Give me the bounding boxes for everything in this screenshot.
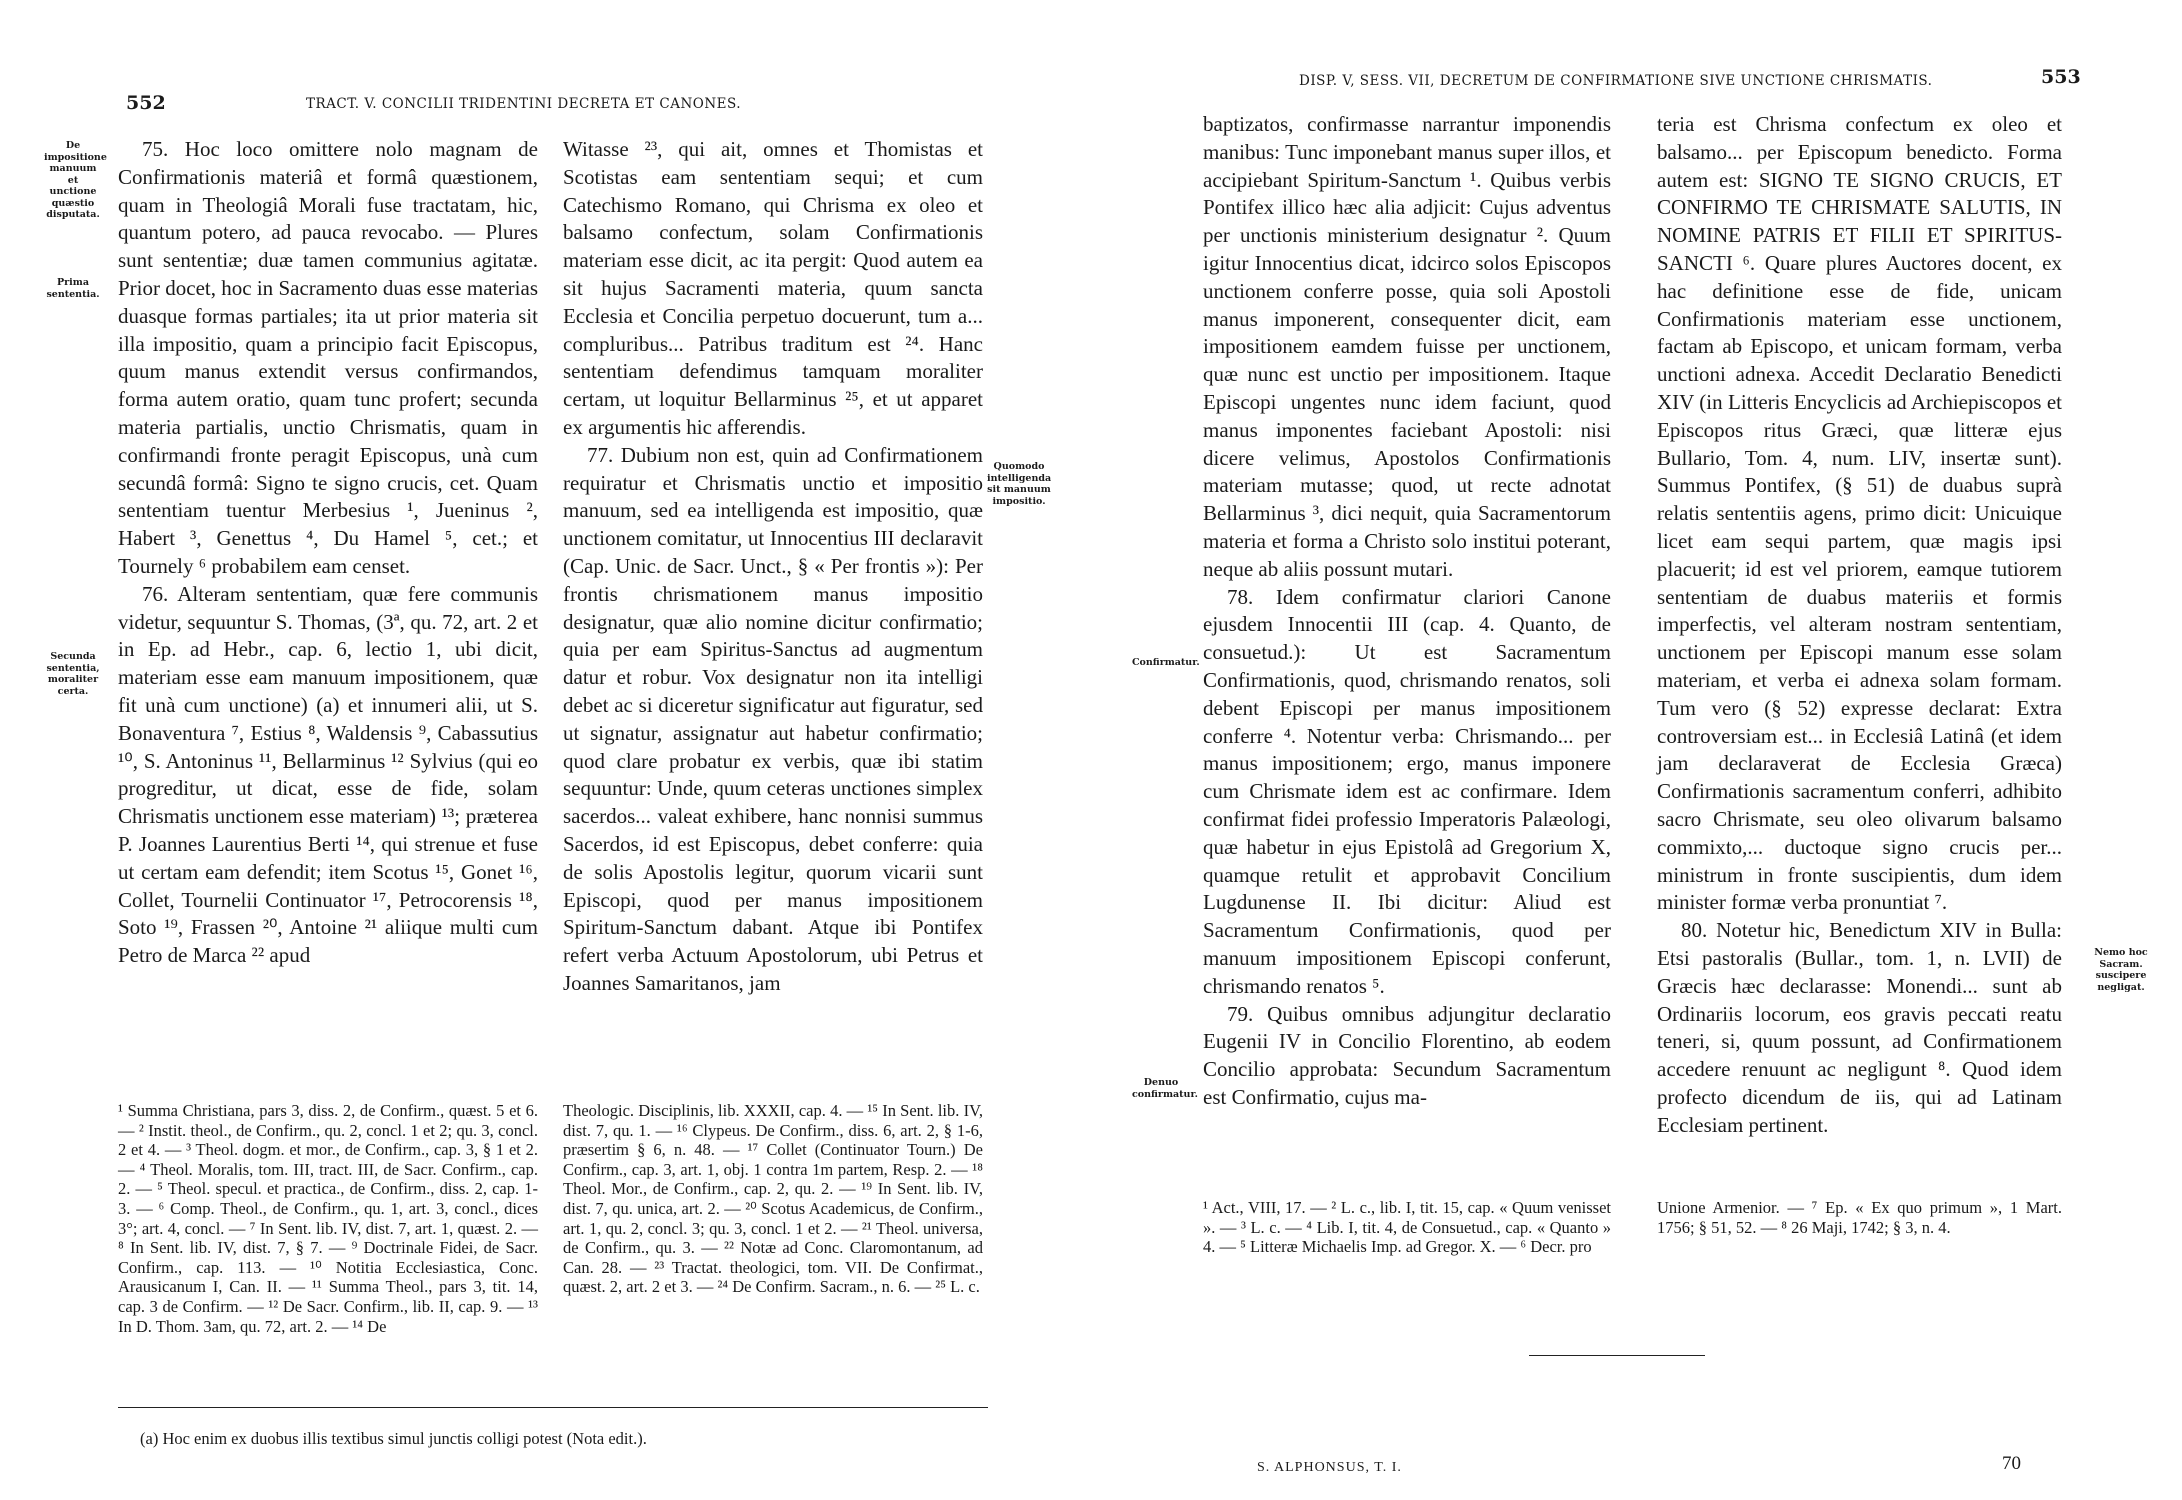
text-column-1 [1203,111,1611,1112]
divider [1529,1355,1705,1356]
paragraph-continued: teria est Chrisma confectum ex oleo et balsamo... per Episcopum benedicto. Forma autem est: SIGNO TE SIGNO CRUCIS, ET CONFIRMO TE CHRISMATE SALUTIS, IN NOMINE PATRIS ET FILII ET SPIRITUS-SANCTI ⁶. Quare plures Auctores docent, ex hac definitione esse de fide, unicam Confirmationis materiam esse unctionem, factam ab Episcopo, et unicam formam, verba unctioni adnexa. Accedit Declaratio Benedicti XIV (in Litteris Encyclicis ad Archiepiscopos et Episcopos ritus Græci, quæ litteræ ejus Bullario, Tom. 4, num. LIV, insertæ sunt). Summus Pontifex, (§ 51) de duabus suprà relatis sententiis agens, primo dicit: Unicuique licet eam sequi partem, quæ magis ipsi placuerit; id est vel priorem, eamque tutiorem sententiam de duabus materiis et formis imperfectis, vel alteram nostram sententiam, unctionem per Episcopi manum esse solam materiam, et verba ei adnexa solam formam. Tum vero (§ 52) expresse declarat: Extra controversiam est... in Ecclesiâ Latinâ (et idem jam declaraverat de Ecclesia Græca) Confirmationis sacramentum conferri, adhibito sacro Chrismate, seu oleo olivarum balsamo commixto,... ductoque signo crucis per... ministrum in fronte suscipientis, dum idem minister formæ verba pronuntiat ⁷. [1657,112,2062,915]
margin-note: Confirmatur. [1132,657,1200,668]
page-number: 552 [126,92,166,114]
paragraph-80: 80. Notetur hic, Benedictum XIV in Bulla: Etsi pastoralis (Bullar., tom. 1, n. LVII) de Græcis hæc declarasse: Monendi... sunt ab Ordinariis locorum, eos gravis peccati reatu teneri, si, quum possunt, ad Confirmationem accedere renuunt ac negligunt ⁸. Quod idem profecto dicendum de iis, qui ad Latinam Ecclesiam pertinent. [1657,918,2062,1137]
paragraph-75: 75. Hoc loco omittere nolo magnam de Confirmationis materiâ et formâ quæstionem, quam in Theologiâ Morali fuse tractatam, hic, quantum potero, ad pauca revocabo. — Plures sunt sententiæ; duæ tamen communius agitatæ. Prior docet, hoc in Sacramento duas esse materias duasque formas partiales; ita ut prior materia sit illa impositio, quam a principio facit Episcopus, quum manus extendit versus confirmandos, forma autem oratio, quam tunc profert; secunda materia partialis, unctio Chrismatis, quam in confirmandi fronte peragit Episcopus, unà cum secundâ formâ: Signo te signo crucis, cet. Quam sententiam tuentur Merbesius ¹, Jueninus ², Habert ³, Genettus ⁴, Du Hamel ⁵, cet.; et Tournely ⁶ probabilem eam censet. [118,137,538,578]
printer-signature: S. ALPHONSUS, T. I. [1257,1460,1402,1475]
footnote-divider [118,1407,988,1408]
margin-note: Denuo confirmatur. [1132,1077,1198,1100]
margin-note: Quomodo intelligenda sit manuum impositio. [987,461,1052,507]
paragraph-continued: Witasse ²³, qui ait, omnes et Thomistas et Scotistas eam sententiam sequi; et cum Catechismo Romano, qui Chrisma ex oleo et balsamo confectum, solam Confirmationis materiam esse dicit, ac ita pergit: Quod autem ea sit hujus Sacramenti materia, quum sancta Ecclesia et Concilia perpetuo docuerunt, tum a... compluribus... Patribus traditum est ²⁴. Hanc sententiam defendimus tamquam moraliter certam, ut loquitur Bellarminus ²⁵, et ut apparet ex argumentis hic afferendis. [563,137,983,439]
paragraph-78: 78. Idem confirmatur clariori Canone ejusdem Innocentii III (cap. 4. Quanto, de consuetud.): Ut est Sacramentum Confirmationis, quod, chrismando renatos, soli debent Episcopi per manus impositionem conferre ⁴. Notentur verba: Chrismando... per manus impositionem; ergo, manus imponere cum Chrismate idem est ac confirmare. Idem confirmat fidei professio Imperatoris Palæologi, quæ habetur in ejus Epistolâ ad Gregorium X, quamque retulit et approbavit Concilium Lugdunense II. Ibi dicitur: Aliud est Sacramentum Confirmationis, quod per manuum impositionem Episcopi conferunt, chrismando renatos ⁵. [1203,584,1611,998]
running-head: TRACT. V. CONCILII TRIDENTINI DECRETA ET CANONES. [306,96,742,112]
footnotes-column-2: Theologic. Disciplinis, lib. XXXII, cap. 4. — ¹⁵ In Sent. lib. IV, dist. 7, qu. 1. — ¹⁶ Clypeus. De Confirm., diss. 6, art. 2, § 1-6, præsertim § 6, n. 48. — ¹⁷ Collet (Continuator Tourn.) De Confirm., cap. 3, art. 1, obj. 1 contra 1m partem, Resp. 2. — ¹⁸ Theol. Mor., de Confirm., cap. 2, qu. 2. — ¹⁹ In Sent. lib. IV, dist. 7, qu. unica, art. 2. — ²⁰ Scotus Academicus, de Confirm., art. 1, qu. 2, concl. 3; qu. 3, concl. 1 et 2. — ²¹ Theol. universa, de Confirm., qu. 3. — ²² Notæ ad Conc. Claromontanum, ad Can. 28. — ²³ Tractat. theologici, tom. VII. De Confirmat., quæst. 2, art. 2 et 3. — ²⁴ De Confirm. Sacram., n. 6. — ²⁵ L. c. [563,1101,983,1297]
paragraph-79: 79. Quibus omnibus adjungitur declaratio Eugenii IV in Concilio Florentino, ab eodem Concilio approbata: Secundum Sacramentum est Confirmatio, cujus ma- [1203,1001,1611,1109]
paragraph-continued: baptizatos, confirmasse narrantur imponendis manibus: Tunc imponebant manus super illos, et accipiebant Spiritum-Sanctum ¹. Quibus verbis Pontifex illico hæc alia adjicit: Cujus adventus per unctionis ministerium designatur ². Quum igitur Innocentius dicat, idcirco solos Episcopos unctionem conferre posse, quia soli Apostoli manus imponerent, consequenter dicit, eam impositionem eamdem fuisse per unctionem, quæ nunc est unctio per impositionem. Itaque Episcopi ungentes nunc idem faciunt, quod manus imponentes faciebant Apostoli: nisi dicere velimus, Apostolos Confirmationis materiam mutasse; quod, ut recte adnotat Bellarminus ³, dici nequit, quia Sacramentorum materia et forma a Christo solo institui poterant, neque ab aliis possunt mutari. [1203,112,1611,581]
text-column-2 [563,136,983,998]
margin-note: Nemo hoc Sacram. suscipere negligat. [2094,947,2148,993]
paragraph-77: 77. Dubium non est, quin ad Confirmationem requiratur et Chrismatis unctio et impositio manuum, sed ea intelligenda est impositio, quæ unctionem comitatur, ut Innocentius III declaravit (Cap. Unic. de Sacr. Unct., § « Per frontis »): Per frontis chrismationem manus impositio designatur, quæ alio nomine dicitur confirmatio; quia per eam Spiritus-Sanctus ad augmentum datur et robur. Vox designatur non ita intelligi debet ac si diceretur significatur aut figuratur, sed ut signatur, assignatur aut habetur confirmatio; quod clare probatur ex verbis, quæ ibi statim sequuntur: Unde, quum ceteras unctiones simplex sacerdos... valeat exhibere, hanc nonnisi summus Sacerdos, id est Episcopus, debet conferre: quia de solis Apostolis legitur, quorum vicarii sunt Episcopi, quod per manus impositionem Spiritum-Sanctum dabant. Atque ibi Pontifex refert verba Actuum Apostolorum, ubi Petrus et Joannes Samaritanos, jam [563,442,983,995]
text-column-1 [118,136,538,970]
margin-note: Prima sententia. [46,277,100,300]
footnotes-column-2: Unione Armenior. — ⁷ Ep. « Ex quo primum », 1 Mart. 1756; § 51, 52. — ⁸ 26 Maji, 1742; § 3, n. 4. [1657,1198,2062,1237]
running-head: DISP. V, SESS. VII, DECRETUM DE CONFIRMATIONE SIVE UNCTIONE CHRISMATIS. [1299,73,1933,89]
margin-note: De impositione manuum et unctione quæstio disputata. [44,140,107,220]
paragraph-76: 76. Alteram sententiam, quæ fere communis videtur, sequuntur S. Thomas, (3ª, qu. 72, art. 2 et in Ep. ad Hebr., cap. 6, lectio 1, ubi dicit, materiam esse eam manuum impositionem, quæ fit unà cum unctione) (a) et innumeri alii, ut S. Bonaventura ⁷, Estius ⁸, Waldensis ⁹, Cabassutius ¹⁰, S. Antoninus ¹¹, Bellarminus ¹² Sylvius (qui eo progreditur, ut dicat, esse de fide, solam Chrismatis unctionem esse materiam) ¹³; præterea P. Joannes Laurentius Berti ¹⁴, qui strenue et fuse ut certam eam defendit; item Scotus ¹⁵, Gonet ¹⁶, Collet, Tournelii Continuator ¹⁷, Petrocorensis ¹⁸, Soto ¹⁹, Frassen ²⁰, Antoine ²¹ aliique multi cum Petro de Marca ²² apud [118,581,538,968]
right-page [1091,0,2182,1500]
sheet-number: 70 [2002,1453,2021,1474]
margin-note: Secunda sententia, moraliter certa. [46,651,100,697]
footnotes-column-1: ¹ Act., VIII, 17. — ² L. c., lib. I, tit. 15, cap. « Quum venisset ». — ³ L. c. — ⁴ Lib. I, tit. 4, de Consuetud., cap. « Quanto » 4. — ⁵ Litteræ Michaelis Imp. ad Gregor. X. — ⁶ Decr. pro [1203,1198,1611,1257]
editor-note: (a) Hoc enim ex duobus illis textibus simul junctis colligi potest (Nota edit.). [140,1429,647,1448]
text-column-2 [1657,111,2062,1139]
footnotes-column-1: ¹ Summa Christiana, pars 3, diss. 2, de Confirm., quæst. 5 et 6. — ² Instit. theol., de Confirm., qu. 2, concl. 1 et 2; qu. 3, concl. 2 et 4. — ³ Theol. dogm. et mor., de Confirm., cap. 3, § 1 et 2. — ⁴ Theol. Moralis, tom. III, tract. III, de Sacr. Confirm., cap. 2. — ⁵ Theol. specul. et practica., de Confirm., diss. 2, cap. 1-3. — ⁶ Comp. Theol., de Confirm., qu. 1, art. 3, concl., dices 3°; art. 4, concl. — ⁷ In Sent. lib. IV, dist. 7, art. 1, quæst. 2. — ⁸ In Sent. lib. IV, dist. 7, § 7. — ⁹ Doctrinale Fidei, de Sacr. Confirm., cap. 113. — ¹⁰ Notitia Ecclesiastica, Conc. Arausicanum I, Can. II. — ¹¹ Summa Theol., pars 3, tit. 14, cap. 3 de Confirm. — ¹² De Sacr. Confirm., lib. II, cap. 9. — ¹³ In D. Thom. 3am, qu. 72, art. 2. — ¹⁴ De [118,1101,538,1336]
page-number: 553 [2041,66,2081,88]
